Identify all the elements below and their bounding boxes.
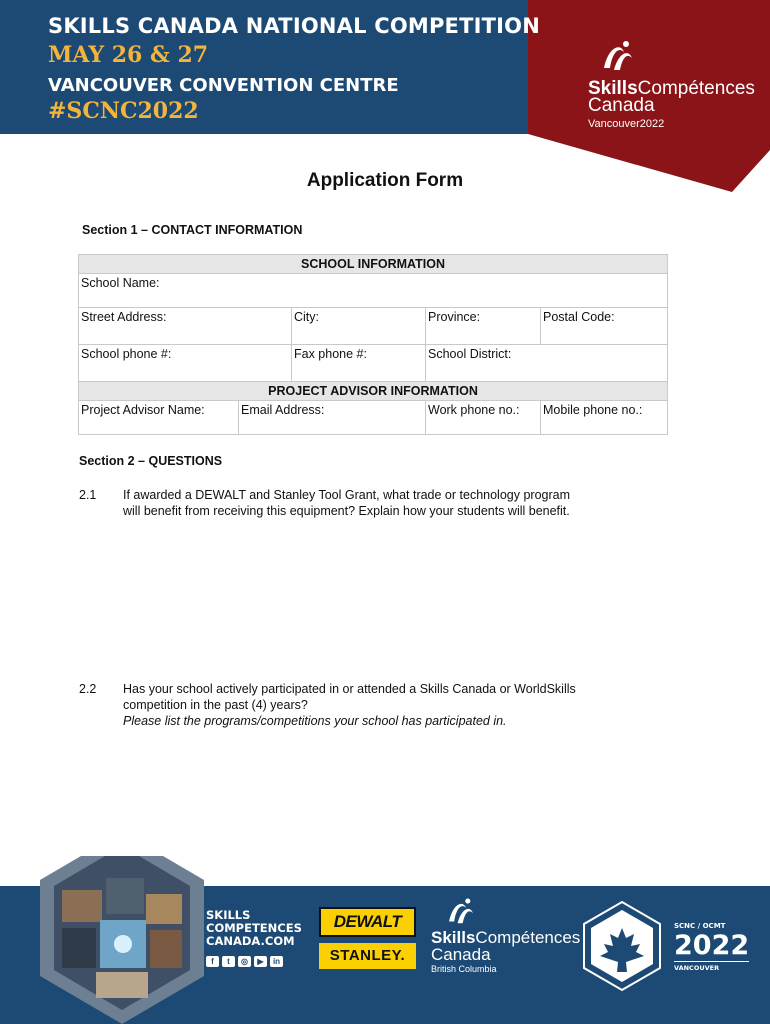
section-2-heading: Section 2 – QUESTIONS	[79, 454, 223, 468]
fax-phone-label: Fax phone #:	[294, 347, 367, 361]
city-label: City:	[294, 310, 319, 324]
form-title: Application Form	[306, 170, 464, 191]
email-address-field[interactable]	[239, 401, 426, 435]
school-phone-label: School phone #:	[81, 347, 172, 361]
question-2-1-text: If awarded a DEWALT and Stanley Tool Grant, what trade or technology program will benefit from receiving this equipment? Explain how your students will benefit.	[123, 488, 570, 518]
question-2-2-text: Has your school actively participated in or attended a Skills Canada or WorldSkills competition in the past (4) years? Please list the programs/competitions your school has participated in.	[123, 682, 576, 728]
scnc-2022-logo: SCNC / OCMT 2022 VANCOUVER	[674, 922, 750, 972]
school-name-label: School Name:	[81, 276, 160, 290]
stanley-logo: STANLEY.	[319, 943, 416, 969]
mobile-phone-field[interactable]	[541, 401, 668, 435]
postal-code-field[interactable]	[541, 308, 668, 345]
header-banner	[0, 0, 770, 192]
school-phone-field[interactable]	[79, 345, 292, 382]
advisor-name-field[interactable]	[79, 401, 239, 435]
postal-code-label: Postal Code:	[543, 310, 615, 324]
dewalt-logo: DEWALT	[319, 907, 416, 937]
twitter-icon[interactable]: t	[222, 956, 235, 967]
swirl-icon	[598, 38, 638, 78]
footer-background	[0, 856, 770, 1024]
question-2-2-number: 2.2	[79, 682, 97, 696]
logo-venue: Vancouver2022	[588, 118, 665, 130]
section-1-heading: Section 1 – CONTACT INFORMATION	[82, 223, 303, 237]
work-phone-field[interactable]	[426, 401, 541, 435]
question-2-1-number: 2.1	[79, 488, 97, 502]
banner-dates: MAY 26 & 27	[48, 42, 209, 68]
school-name-field[interactable]	[79, 274, 668, 308]
street-address-field[interactable]	[79, 308, 292, 345]
advisor-name-label: Project Advisor Name:	[81, 403, 205, 417]
banner-venue: VANCOUVER CONVENTION CENTRE	[48, 75, 399, 96]
question-2-2-instruction: Please list the programs/competitions your school has participated in.	[123, 714, 507, 728]
school-district-field[interactable]	[426, 345, 668, 382]
instagram-icon[interactable]: ◎	[238, 956, 251, 967]
skills-competences-website: SKILLS COMPETENCES CANADA.COM	[206, 908, 302, 948]
contact-information-table	[78, 254, 668, 435]
province-field[interactable]	[426, 308, 541, 345]
school-info-header: SCHOOL INFORMATION	[79, 255, 668, 274]
province-label: Province:	[428, 310, 481, 324]
logo-canada: Canada	[588, 95, 655, 116]
facebook-icon[interactable]: f	[206, 956, 219, 967]
city-field[interactable]	[292, 308, 426, 345]
school-district-label: School District:	[428, 347, 512, 361]
swirl-icon	[441, 896, 481, 930]
logo-wordmark: SkillsCompétences	[588, 78, 755, 99]
mobile-phone-label: Mobile phone no.:	[543, 403, 643, 417]
social-icons	[206, 956, 283, 967]
banner-title: SKILLS CANADA NATIONAL COMPETITION	[48, 14, 541, 38]
linkedin-icon[interactable]: in	[270, 956, 283, 967]
email-address-label: Email Address:	[241, 403, 325, 417]
banner-hashtag: #SCNC2022	[48, 98, 199, 124]
advisor-info-header: PROJECT ADVISOR INFORMATION	[79, 382, 668, 401]
street-address-label: Street Address:	[81, 310, 167, 324]
fax-phone-field[interactable]	[292, 345, 426, 382]
youtube-icon[interactable]: ▶	[254, 956, 267, 967]
work-phone-label: Work phone no.:	[428, 403, 520, 417]
footer-banner: SKILLS COMPETENCES CANADA.COM f t ◎ ▶ in DEWALT STANLEY. SkillsCompétences Canada British Columbia SCNC / OCMT 2022 VANCOUVER	[0, 856, 770, 1024]
